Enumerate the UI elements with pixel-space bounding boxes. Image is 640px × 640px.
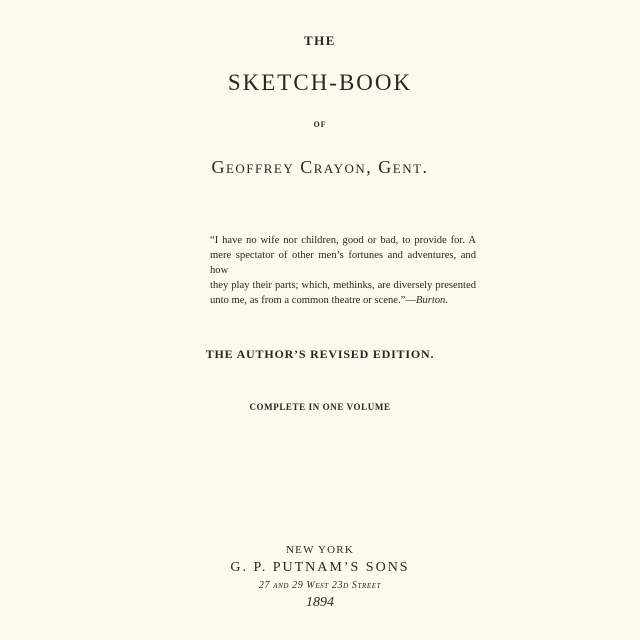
imprint-year: 1894 (306, 595, 334, 610)
epigraph-line: mere spectator of other men’s fortunes and adventures, and how (210, 250, 476, 276)
imprint-city: NEW YORK (286, 544, 354, 556)
imprint-address: 27 and 29 West 23d Street (258, 580, 382, 591)
epigraph-line: they play their parts; which, methinks, are diversely presented (210, 280, 476, 291)
title-preposition: OF (313, 120, 327, 129)
epigraph-line: “I have no wife nor children, good or bad, to provide for. A (210, 235, 476, 246)
title-article: THE (304, 33, 336, 48)
epigraph-attribution: Burton. (415, 295, 448, 306)
author-name: Geoffrey Crayon, Gent. (211, 157, 429, 177)
book-title: SKETCH-BOOK (227, 70, 413, 95)
edition-statement: THE AUTHOR’S REVISED EDITION. (205, 347, 435, 361)
epigraph-line: unto me, as from a common theatre or scene.”— (210, 295, 416, 306)
imprint-publisher: G. P. PUTNAM’S SONS (230, 560, 410, 575)
epigraph (210, 233, 476, 308)
volume-statement: COMPLETE IN ONE VOLUME (249, 402, 391, 412)
epigraph-last-line (210, 293, 476, 308)
